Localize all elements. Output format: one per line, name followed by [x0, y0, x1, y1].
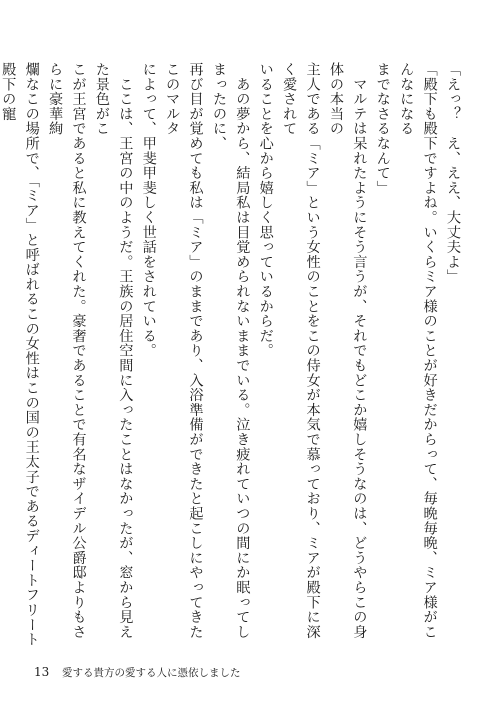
text-line: までなさるなんて」: [374, 62, 391, 196]
page-footer: [34, 665, 241, 680]
vertical-text-body: [0, 62, 464, 650]
text-line: 「殿下も殿下ですよね。いくらミア様のことが好きだからって、毎晩毎晩、ミア様がこんなになる: [398, 62, 438, 640]
text-line: 爛なこの場所で、「ミア」と呼ばれるこの女性はこの国の王太子であるディートフリート殿下の寵: [0, 62, 40, 647]
text-line: マルテは呆れたようにそう言うが、それでもどこか嬉しそうなのは、どうやらこの身体の本当の: [327, 62, 368, 640]
text-line: いることを心から嬉しく思っているからだ。: [257, 62, 274, 358]
book-title: 愛する貴方の愛する人に憑依しました: [62, 667, 241, 679]
page-number: 13: [34, 665, 50, 679]
text-line: あの夢から、結局私は目覚められないままでいる。泣き疲れていつの間にか眠ってしまったのに、: [210, 62, 251, 640]
text-line: こが王宮であると私に教えてくれた。豪奢であることで有名なザイデル公爵邸よりもさらに豪華絢: [47, 62, 87, 640]
text-line: 再び目が覚めても私は「ミア」のままであり、入浴準備ができたと起こしにやってきたこのマルタ: [164, 62, 204, 640]
text-line: によって、甲斐甲斐しく世話をされている。: [140, 62, 157, 358]
text-line: ここは、王宮の中のようだ。王族の居住空間に入ったことはなかったが、窓から見えた景色がこ: [93, 62, 134, 640]
text-line: 主人である「ミア」という女性のことをこの侍女が本気で慕っており、ミアが殿下に深く愛されて: [281, 62, 321, 640]
text-line: 「えっ？ え、ええ、大丈夫よ」: [445, 62, 461, 284]
